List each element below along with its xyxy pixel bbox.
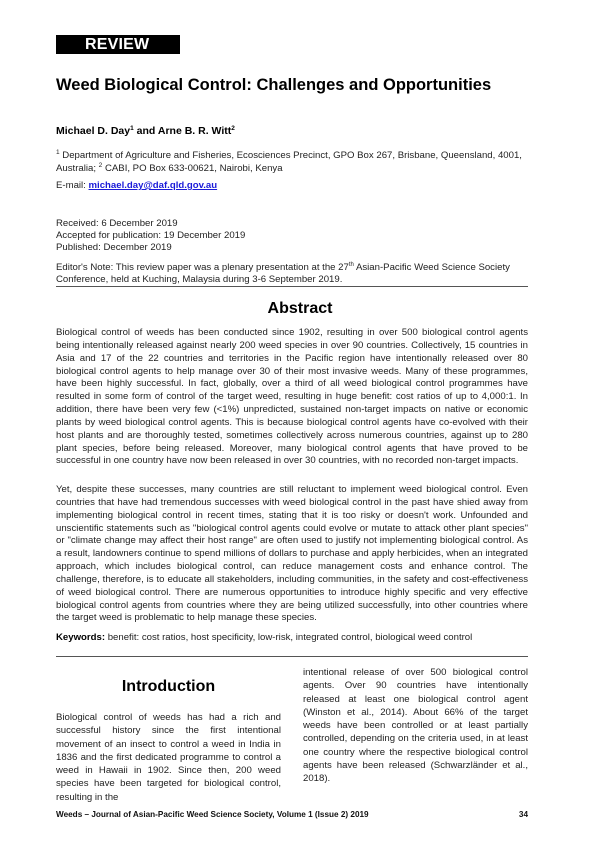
author-affiliation-marker: 2 [231, 125, 235, 132]
author-list [56, 125, 235, 137]
introduction-right-column: intentional release of over 500 biological control agents. Over 90 countries have intentionally released at least one biological control agent (Winston et al., 2014). About 66% of the target weeds have been controlled or at least partially controlled, depending on the criteria used, in at least one country where the respective biological control agents have been released (Schwarzländer et al., 2018). [303, 667, 528, 785]
abstract-paragraph: Biological control of weeds has been conducted since 1902, resulting in over 500 biological control agents being intentionally released against nearly 200 weed species in over 90 countries. Collectively, 15 countries in Asia and 17 of the 22 countries and territories in the Pacific region have intentionally released over 80 biological control agents to help manage over 30 of their most invasive weeds. Many of these programmes, have been highly successful. In fact, globally, over a third of all weed biological control programmes have resulted in some form of control of the target weed, resulting in huge benefit: cost ratios of up to 4,000:1. In addition, there have been very few (<1%) unpredicted, sustained non-target impacts on native or economic plants by weed biological control agents. This is because biological control agents have co-evolved with their host plants and are thoroughly tested, sometimes collectively across numerous countries, against up to 280 plant species, before being released. Moreover, many biological control agents that have proved to be successful in one country have now been released in over 30 countries, with no recorded non-target impacts. [56, 327, 528, 467]
published-date: Published: December 2019 [56, 242, 172, 253]
introduction-left-column: Biological control of weeds has had a rich and successful history since the first intentional movement of an insect to control a weed in India in 1836 and the first dedicated programme to control a weed in Hawaii in 1902. Since then, 200 weed species have been targeted for biological control, resulting in the [56, 712, 281, 803]
journal-footer: Weeds – Journal of Asian-Pacific Weed Science Society, Volume 1 (Issue 2) 2019 [56, 810, 369, 819]
editors-note-text: Asian-Pacific Weed Science Society Conference, held at Kuching, Malaysia during 3-6 September 2019. [56, 262, 510, 285]
affiliation-marker: 1 [56, 149, 60, 156]
article-title: Weed Biological Control: Challenges and Opportunities [56, 76, 492, 94]
keywords [56, 632, 472, 643]
affiliation-text: CABI, PO Box 633-00621, Nairobi, Kenya [102, 163, 283, 174]
abstract-paragraph: Yet, despite these successes, many countries are still reluctant to implement weed biological control. Even countries that have had tremendous successes with weed biological control in the past have shied away from implementing biological control in recent times, stating that it is too risky or doesn't work. Unfounded and unscientific statements such as "biological control agents could evolve or mutate to attack other plant species" or "climate change may affect their host range" are often used to justify not implementing biological control. As a result, landowners continue to spend millions of dollars to purchase and apply herbicides, when an integrated approach, which includes biological control, can reduce management costs and enhance control. The challenge, therefore, is to educate all stakeholders, including communities, in the safety and cost-effectiveness of weed biological control. There are numerous opportunities to introduce highly specific and very effective biological control agents from countries where they are being utilized successfully, into other countries where the target weed is problematic to help manage these species. [56, 484, 528, 624]
ordinal-suffix: th [348, 262, 354, 268]
affiliation-marker: 2 [98, 162, 103, 169]
article-type-badge [56, 35, 180, 54]
author-name: Arne B. R. Witt [157, 125, 232, 137]
introduction-heading: Introduction [121, 678, 216, 695]
author-name: Michael D. Day [56, 125, 131, 137]
page-number: 34 [518, 810, 528, 819]
publication-dates [56, 218, 245, 254]
editors-note [56, 262, 528, 286]
accepted-date: Accepted for publication: 19 December 2019 [56, 230, 246, 241]
section-divider [56, 656, 528, 657]
email-link[interactable]: michael.day@daf.qld.gov.au [88, 180, 218, 191]
keywords-list: benefit: cost ratios, host specificity, low-risk, integrated control, biological weed control [105, 632, 473, 643]
article-type-label: REVIEW [85, 36, 150, 53]
author-affiliation-marker: 1 [130, 125, 134, 132]
author-connector: and [133, 125, 158, 137]
editors-note-text: Editor's Note: This review paper was a plenary presentation at the 27 [56, 262, 349, 273]
keywords-label: Keywords: [56, 632, 106, 643]
section-divider [56, 286, 528, 287]
received-date: Received: 6 December 2019 [56, 218, 178, 229]
abstract-heading: Abstract [267, 300, 333, 317]
email-label: E-mail: [56, 180, 89, 191]
affiliations [56, 149, 526, 175]
contact-email [56, 180, 217, 191]
affiliation-text: Department of Agriculture and Fisheries, Ecosciences Precinct, GPO Box 267, Brisbane, Queensland, 4001, Australia; [56, 150, 522, 174]
